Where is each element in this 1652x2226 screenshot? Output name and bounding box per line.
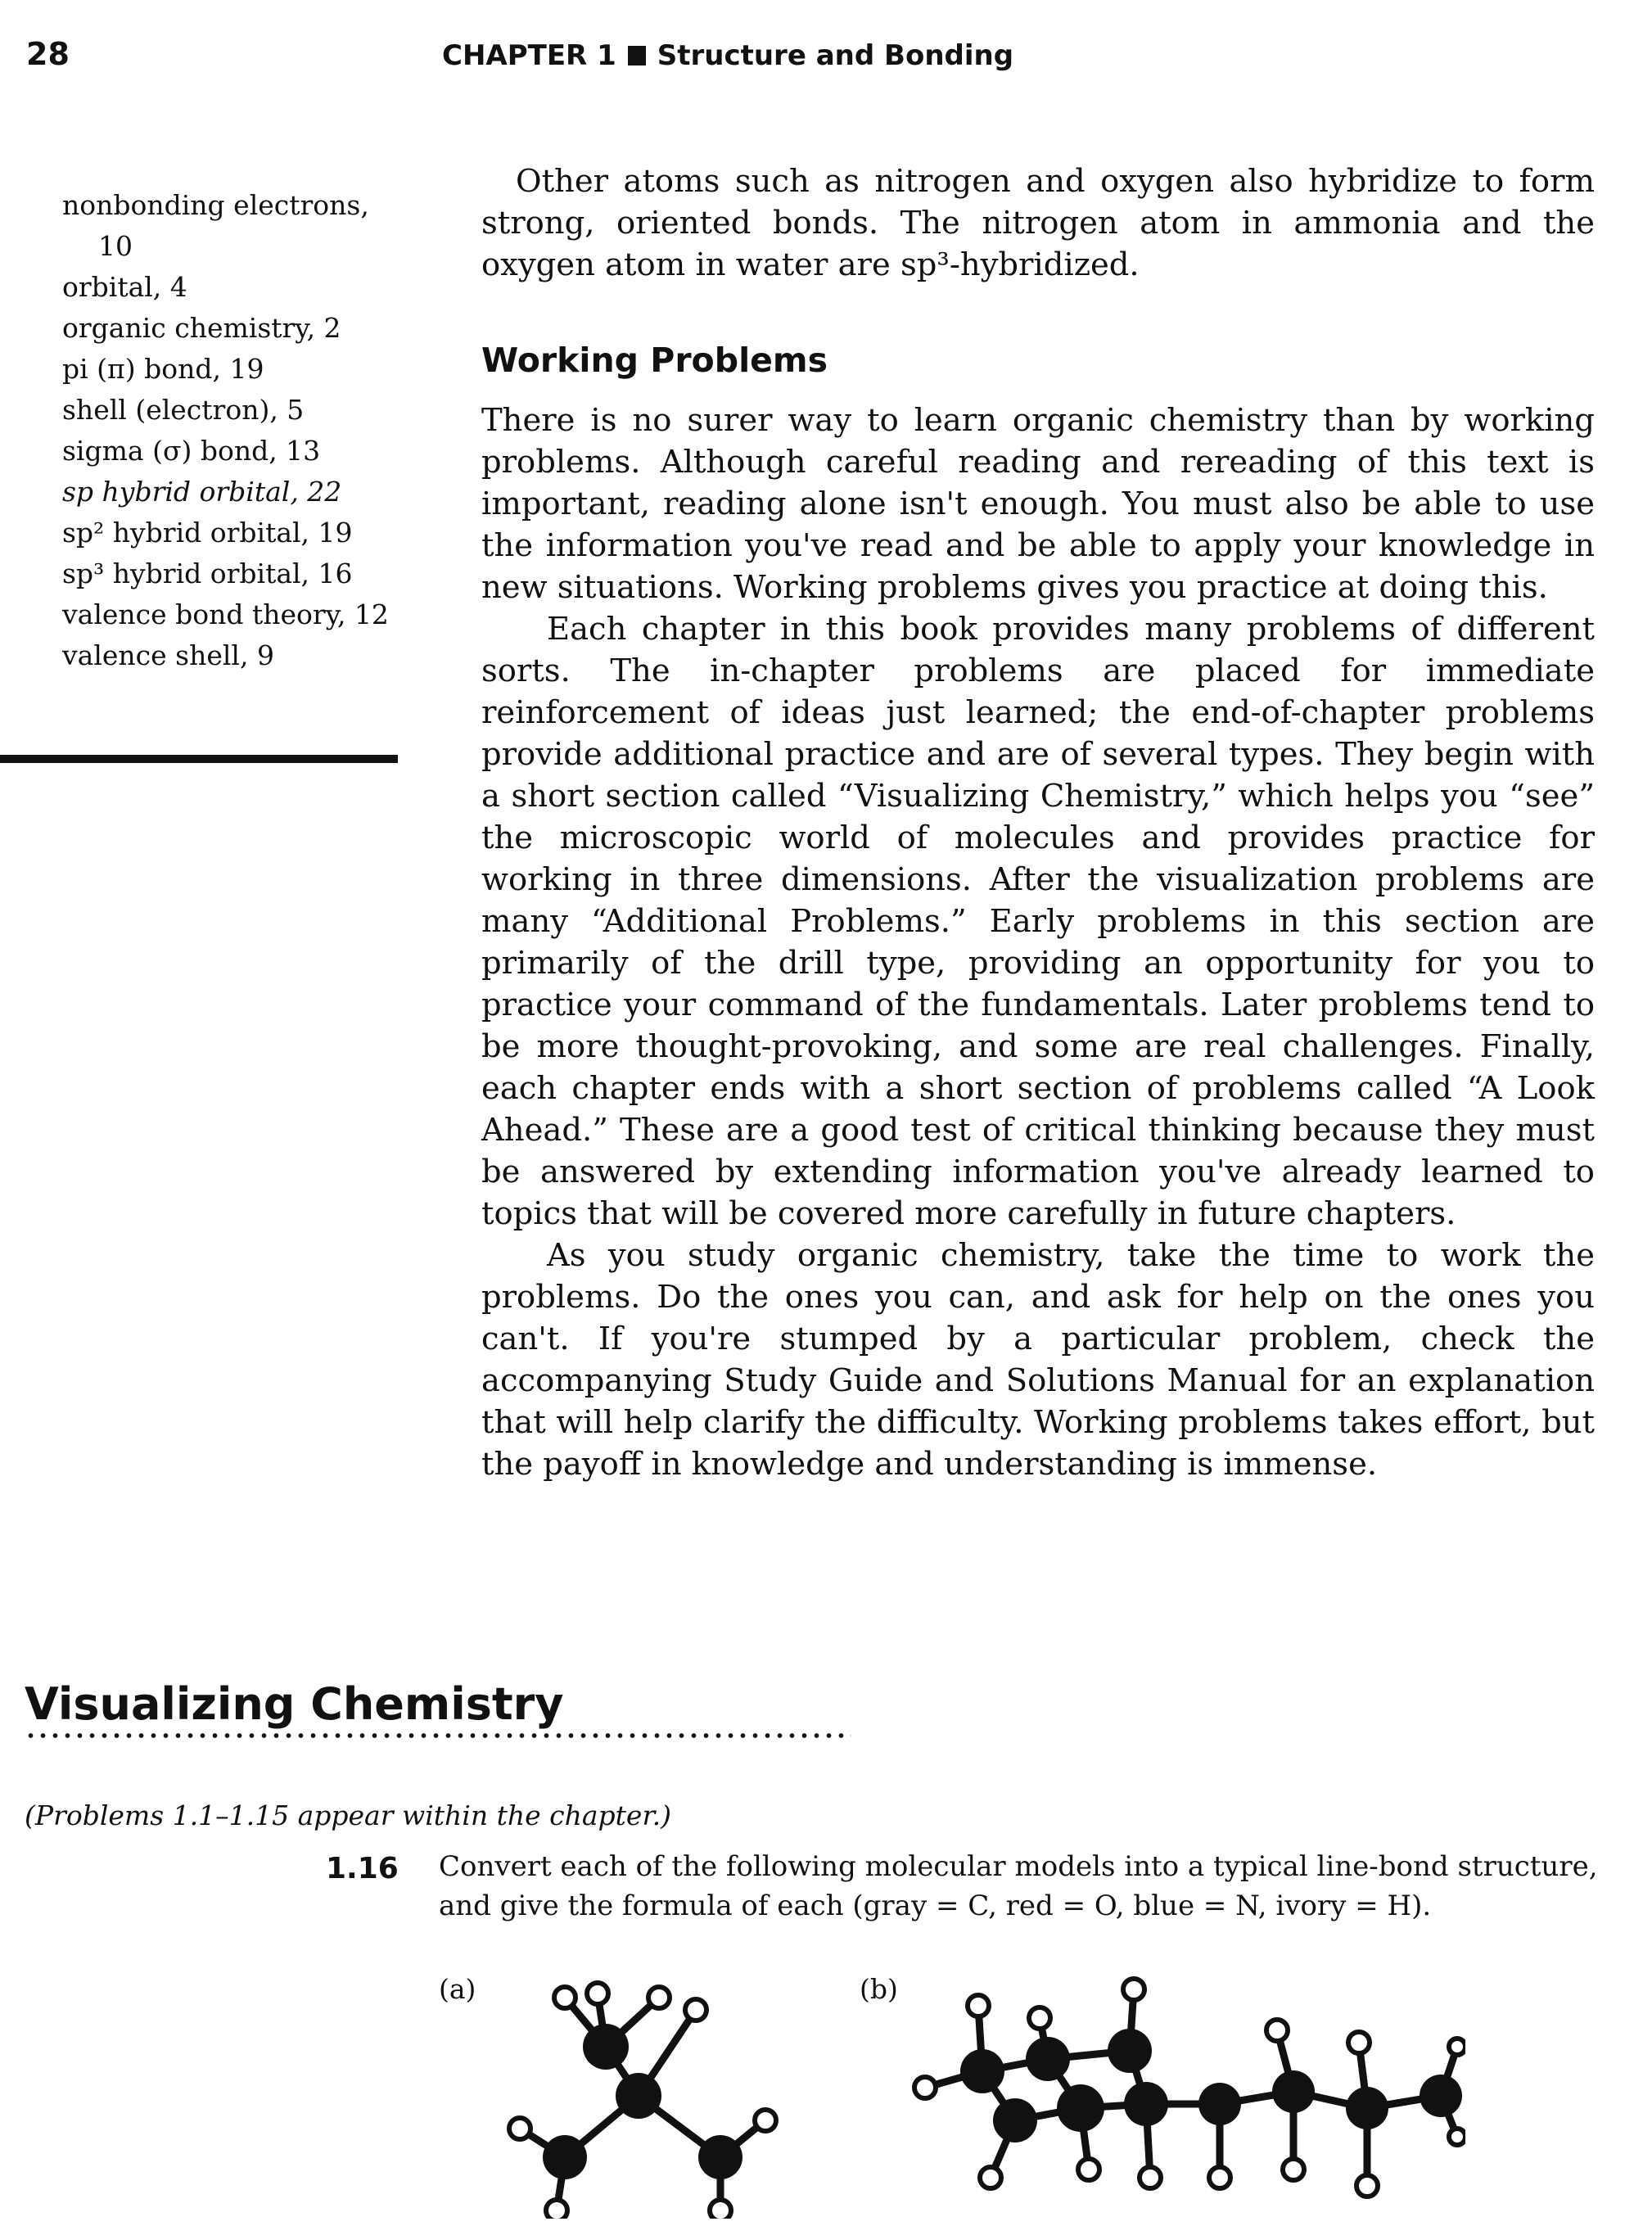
key-term: sigma (σ) bond, 13 xyxy=(62,435,321,467)
key-terms-list xyxy=(62,185,406,676)
key-term: organic chemistry, 2 xyxy=(62,312,341,344)
paragraph: Each chapter in this book provides many problems of different sorts. The in-chapter problems are placed for immediate reinforcement of ideas just learned; the end-of-chapter problems provide additional practice and are of several types. They begin with a short section called “Visualizing Chemistry,” which helps you “see” the microscopic world of molecules and provides practice for working in three dimensions. After the visualization problems are many “Additional Problems.” Early problems in this section are primarily of the drill type, providing an opportunity for you to practice your command of the fundamentals. Later problems tend to be more thought-provoking, and some are real challenges. Finally, each chapter ends with a short section of problems called “A Look Ahead.” These are a good test of critical thinking because they must be answered by extending information you've already learned to topics that will be covered more carefully in future chapters. xyxy=(481,611,1595,1232)
intro-paragraph: Other atoms such as nitrogen and oxygen also hybridize to form strong, oriented bonds. The nitrogen atom in ammonia and the oxygen atom in water are sp³-hybridized. xyxy=(481,163,1595,283)
key-term: sp² hybrid orbital, 19 xyxy=(62,517,353,549)
paragraph: There is no surer way to learn organic chemistry than by working problems. Although careful reading and rereading of this text is important, reading alone isn't enough. You must also be able to use the information you've read and be able to apply your knowledge in new situations. Working problems gives you practice at doing this. xyxy=(481,402,1595,606)
page-number: 28 xyxy=(26,36,70,72)
chapter-title: Structure and Bonding xyxy=(657,39,1014,72)
problems-note: (Problems 1.1–1.15 appear within the chapter.) xyxy=(25,1799,671,1831)
dotted-rule xyxy=(25,1732,851,1739)
key-terms-rule xyxy=(0,755,398,763)
model-b-label: (b) xyxy=(860,1973,898,2005)
problem-number: 1.16 xyxy=(326,1852,399,1885)
square-bullet-icon xyxy=(628,46,646,65)
key-term: pi (π) bond, 19 xyxy=(62,353,264,385)
key-term: sp hybrid orbital, 22 xyxy=(62,476,342,508)
section-title: Working Problems xyxy=(481,341,828,380)
key-term: shell (electron), 5 xyxy=(62,394,305,426)
key-term: valence shell, 9 xyxy=(62,639,274,671)
paragraph: As you study organic chemistry, take the time to work the problems. Do the ones you can, and ask for help on the ones you can't. If you're stumped by a particular problem, check the accompanying Study Guide and Solutions Manual for an explanation that will help clarify the difficulty. Working problems takes effort, but the payoff in knowledge and understanding is immense. xyxy=(481,1237,1595,1483)
chapter-label: CHAPTER 1 xyxy=(442,39,616,72)
main-text xyxy=(481,160,1595,1485)
visualizing-title: Visualizing Chemistry xyxy=(25,1678,564,1730)
key-term: nonbonding electrons, 10 xyxy=(62,189,369,262)
model-a-label: (a) xyxy=(439,1973,476,2005)
molecular-model-a xyxy=(475,1973,786,2219)
running-head xyxy=(442,39,1013,72)
key-term: sp³ hybrid orbital, 16 xyxy=(62,558,353,589)
molecular-model-b xyxy=(892,1973,1465,2219)
problem-text: Convert each of the following molecular models into a typical line-bond structure, and give the formula of each (gray = C, red = O, blue = N, ivory = H). xyxy=(439,1850,1598,1922)
key-term: valence bond theory, 12 xyxy=(62,598,389,630)
key-term: orbital, 4 xyxy=(62,271,187,303)
